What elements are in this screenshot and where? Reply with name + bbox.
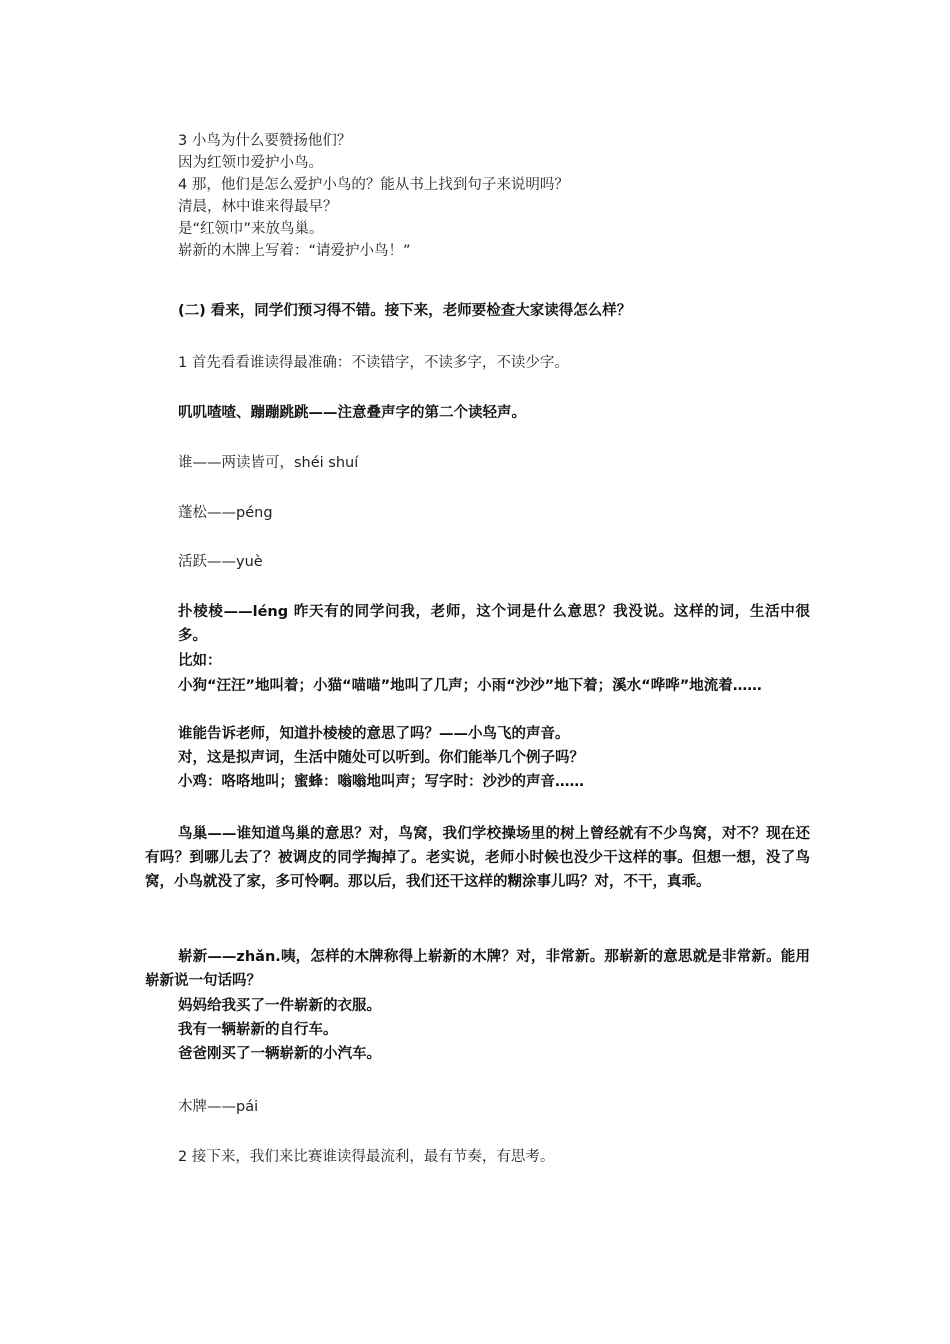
zhanxin-sentence-2: 我有一辆崭新的自行车。	[178, 1022, 338, 1038]
zhanxin-sentence-1: 妈妈给我买了一件崭新的衣服。	[178, 998, 381, 1014]
question-pulengleng: 谁能告诉老师，知道扑棱棱的意思了吗？——小鸟飞的声音。	[178, 726, 570, 742]
question-3: 3 小鸟为什么要赞扬他们？	[178, 133, 352, 149]
quote-line-1: 清晨，林中谁来得最早？	[178, 199, 338, 215]
word-pengsong: 蓬松——péng	[178, 505, 273, 521]
word-mupai: 木牌——pái	[178, 1099, 259, 1115]
step-1: 1 首先看看谁读得最准确：不读错字，不读多字，不读少字。	[178, 355, 569, 371]
quote-line-2: 是“红领巾”来放鸟巢。	[178, 221, 324, 237]
quote-line-3: 崭新的木牌上写着：“请爱护小鸟！”	[178, 243, 411, 259]
section-2-heading: (二) 看来，同学们预习得不错。接下来，老师要检查大家读得怎么样？	[178, 303, 632, 319]
onomatopoeia-note: 对，这是拟声词，生活中随处可以听到。你们能举几个例子吗？	[178, 750, 584, 766]
example-intro: 比如：	[178, 653, 222, 669]
example-sounds: 小狗“汪汪”地叫着；小猫“喵喵”地叫了几声；小雨“沙沙”地下着；溪水“哗哗”地流着……	[178, 678, 762, 694]
word-zhanxin: 崭新——zhǎn.咦，怎样的木牌称得上崭新的木牌？对，非常新。那崭新的意思就是非常新。能用崭新说一句话吗？	[145, 949, 810, 989]
word-jijizhazha: 叽叽喳喳、蹦蹦跳跳——注意叠声字的第二个读轻声。	[178, 405, 526, 421]
word-pulengleng: 扑棱棱——léng 昨天有的同学问我，老师，这个词是什么意思？我没说。这样的词，生活中很多。	[178, 604, 810, 644]
question-4: 4 那，他们是怎么爱护小鸟的？能从书上找到句子来说明吗？	[178, 177, 569, 193]
onomatopoeia-examples: 小鸡：咯咯地叫；蜜蜂：嗡嗡地叫声；写字时：沙沙的声音……	[178, 774, 584, 790]
answer-3: 因为红领巾爱护小鸟。	[178, 155, 323, 171]
word-huoyue: 活跃——yuè	[178, 554, 263, 570]
word-shei: 谁——两读皆可，shéi shuí	[178, 455, 359, 471]
word-niaochao: 鸟巢——谁知道鸟巢的意思？对，鸟窝，我们学校操场里的树上曾经就有不少鸟窝，对不？现在还有吗？到哪儿去了？被调皮的同学掏掉了。老实说，老师小时候也没少干这样的事。但想一想，没了鸟窝，小鸟就没了家，多可怜啊。那以后，我们还干这样的糊涂事儿吗？对，不干，真乖。	[145, 826, 810, 890]
zhanxin-sentence-3: 爸爸刚买了一辆崭新的小汽车。	[178, 1046, 381, 1062]
step-2: 2 接下来，我们来比赛谁读得最流利，最有节奏，有思考。	[178, 1149, 555, 1165]
